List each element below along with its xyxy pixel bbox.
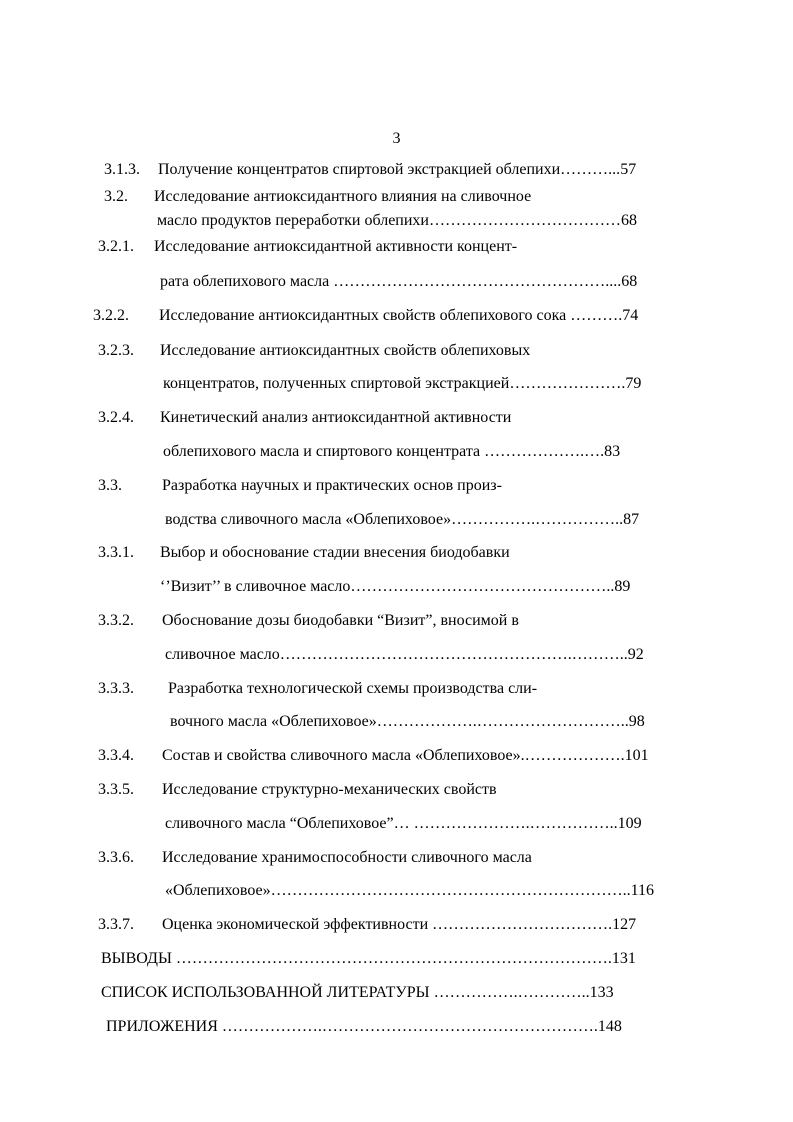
toc-title-cont: масло продуктов переработки облепихи……………………………… bbox=[157, 212, 621, 229]
toc-entry-3-3 bbox=[98, 476, 502, 496]
toc-entry-3-2-cont bbox=[157, 211, 637, 231]
toc-title: Исследование антиоксидантной активности концент- bbox=[154, 238, 518, 255]
toc-page: 68 bbox=[620, 212, 637, 229]
toc-entry-3-2-4-cont bbox=[163, 442, 620, 462]
toc-page: 92 bbox=[627, 646, 644, 663]
toc-number: 3.1.3. bbox=[104, 161, 140, 178]
toc-number: 3.3.6. bbox=[98, 849, 134, 866]
toc-title: Исследование структурно-механических свойств bbox=[162, 781, 497, 798]
toc-title-cont: концентратов, полученных спиртовой экстракцией…………………. bbox=[163, 375, 626, 392]
toc-entry-3-1-3 bbox=[104, 160, 636, 180]
toc-title-cont: сливочное масло……………………………………………….……….. bbox=[165, 646, 628, 663]
toc-title: Исследование хранимоспособности сливочного масла bbox=[162, 849, 532, 866]
toc-number: 3.3.5. bbox=[98, 781, 134, 798]
toc-entry-3-3-5 bbox=[98, 780, 497, 800]
toc-title: Исследование антиоксидантного влияния на сливочное bbox=[154, 188, 532, 205]
toc-page: 79 bbox=[625, 375, 642, 392]
toc-number: 3.2. bbox=[104, 188, 128, 205]
toc-title: Разработка технологической схемы производства сли- bbox=[168, 680, 538, 697]
toc-number: 3.2.4. bbox=[98, 409, 134, 426]
toc-title: Обоснование дозы биодобавки “Визит”, вносимой в bbox=[162, 612, 519, 629]
toc-entry-3-3-7 bbox=[98, 915, 636, 935]
toc-entry-3-3-6 bbox=[98, 848, 532, 868]
toc-page: 57 bbox=[620, 161, 637, 178]
toc-title-cont: облепихового масла и спиртового концентрата ……………….…. bbox=[163, 443, 605, 460]
toc-entry-3-2-3-cont bbox=[163, 374, 641, 394]
toc-page: 131 bbox=[611, 950, 636, 967]
toc-number: 3.3. bbox=[98, 477, 122, 494]
toc-entry-3-2-1-cont bbox=[160, 272, 637, 292]
page-number: 3 bbox=[392, 130, 401, 147]
toc-entry-3-2-4 bbox=[98, 408, 511, 428]
toc-page: 127 bbox=[612, 916, 637, 933]
toc-entry-3-3-1-cont bbox=[160, 577, 630, 597]
toc-title: Исследование антиоксидантных свойств облепиховых bbox=[160, 342, 531, 359]
toc-title: Получение концентратов спиртовой экстракцией облепихи………... bbox=[158, 161, 621, 178]
toc-title-cont: вочного масла «Облепиховое»……………….……………………….. bbox=[170, 713, 629, 730]
toc-title: СПИСОК ИСПОЛЬЗОВАННОЙ ЛИТЕРАТУРЫ …………….………….. bbox=[101, 984, 590, 1001]
toc-page: 133 bbox=[589, 984, 614, 1001]
toc-page: 109 bbox=[617, 815, 642, 832]
toc-title: Исследование антиоксидантных свойств облепихового сока ………. bbox=[159, 307, 623, 324]
toc-title: Оценка экономической эффективности ……………………………. bbox=[162, 916, 613, 933]
toc-entry-3-3-3-cont bbox=[170, 712, 645, 732]
toc-title-cont: рата облепихового масла …………………………………………….... bbox=[160, 273, 622, 290]
toc-title: Состав и свойства сливочного масла «Облепиховое».………………. bbox=[162, 747, 625, 764]
toc-title-cont: сливочного масла “Облепиховое”… ………………….…………….. bbox=[165, 815, 618, 832]
toc-entry-3-3-cont bbox=[165, 510, 639, 530]
toc-page: 89 bbox=[614, 578, 631, 595]
toc-entry-3-3-5-cont bbox=[165, 814, 642, 834]
toc-entry-3-3-3 bbox=[98, 679, 537, 699]
toc-entry-3-3-2 bbox=[98, 611, 519, 631]
toc-number: 3.3.3. bbox=[98, 680, 134, 697]
toc-entry-references bbox=[101, 983, 614, 1003]
toc-page: 74 bbox=[622, 307, 639, 324]
toc-page: 83 bbox=[604, 443, 621, 460]
toc-title-cont: «Облепиховое»………………………………………………………….. bbox=[165, 882, 631, 899]
toc-page: 101 bbox=[624, 747, 649, 764]
toc-entry-3-3-6-cont bbox=[165, 881, 654, 901]
toc-title: Кинетический анализ антиоксидантной активности bbox=[160, 409, 512, 426]
toc-number: 3.3.7. bbox=[98, 916, 134, 933]
toc-entry-3-3-2-cont bbox=[165, 645, 644, 665]
toc-title: ПРИЛОЖЕНИЯ ……………….……………………………………………. bbox=[106, 1018, 598, 1035]
toc-number: 3.2.2. bbox=[93, 307, 129, 324]
toc-entry-3-3-1 bbox=[98, 543, 510, 563]
toc-number: 3.3.1. bbox=[98, 544, 134, 561]
toc-entry-3-2 bbox=[104, 187, 531, 207]
toc-title-cont: ‘’Визит’’ в сливочное масло………………………………………….. bbox=[160, 578, 615, 595]
toc-page: 148 bbox=[597, 1018, 622, 1035]
toc-entry-3-2-3 bbox=[98, 341, 530, 361]
toc-entry-appendices bbox=[106, 1017, 622, 1037]
toc-number: 3.3.4. bbox=[98, 747, 134, 764]
toc-title: Выбор и обоснование стадии внесения биодобавки bbox=[160, 544, 510, 561]
toc-page: 87 bbox=[623, 511, 640, 528]
toc-number: 3.2.3. bbox=[98, 342, 134, 359]
toc-title: Разработка научных и практических основ произ- bbox=[162, 477, 502, 494]
toc-entry-3-2-2 bbox=[93, 306, 638, 326]
toc-page: 68 bbox=[621, 273, 638, 290]
toc-page: 116 bbox=[630, 882, 655, 899]
toc-entry-3-2-1 bbox=[98, 237, 517, 257]
toc-number: 3.3.2. bbox=[98, 612, 134, 629]
toc-title-cont: водства сливочного масла «Облепиховое»…………….…………….. bbox=[165, 511, 624, 528]
toc-entry-conclusions bbox=[101, 949, 636, 969]
toc-page: 98 bbox=[628, 713, 645, 730]
toc-title: ВЫВОДЫ ………………………………………………………………………. bbox=[101, 950, 612, 967]
toc-number: 3.2.1. bbox=[98, 238, 134, 255]
toc-entry-3-3-4 bbox=[98, 746, 649, 766]
